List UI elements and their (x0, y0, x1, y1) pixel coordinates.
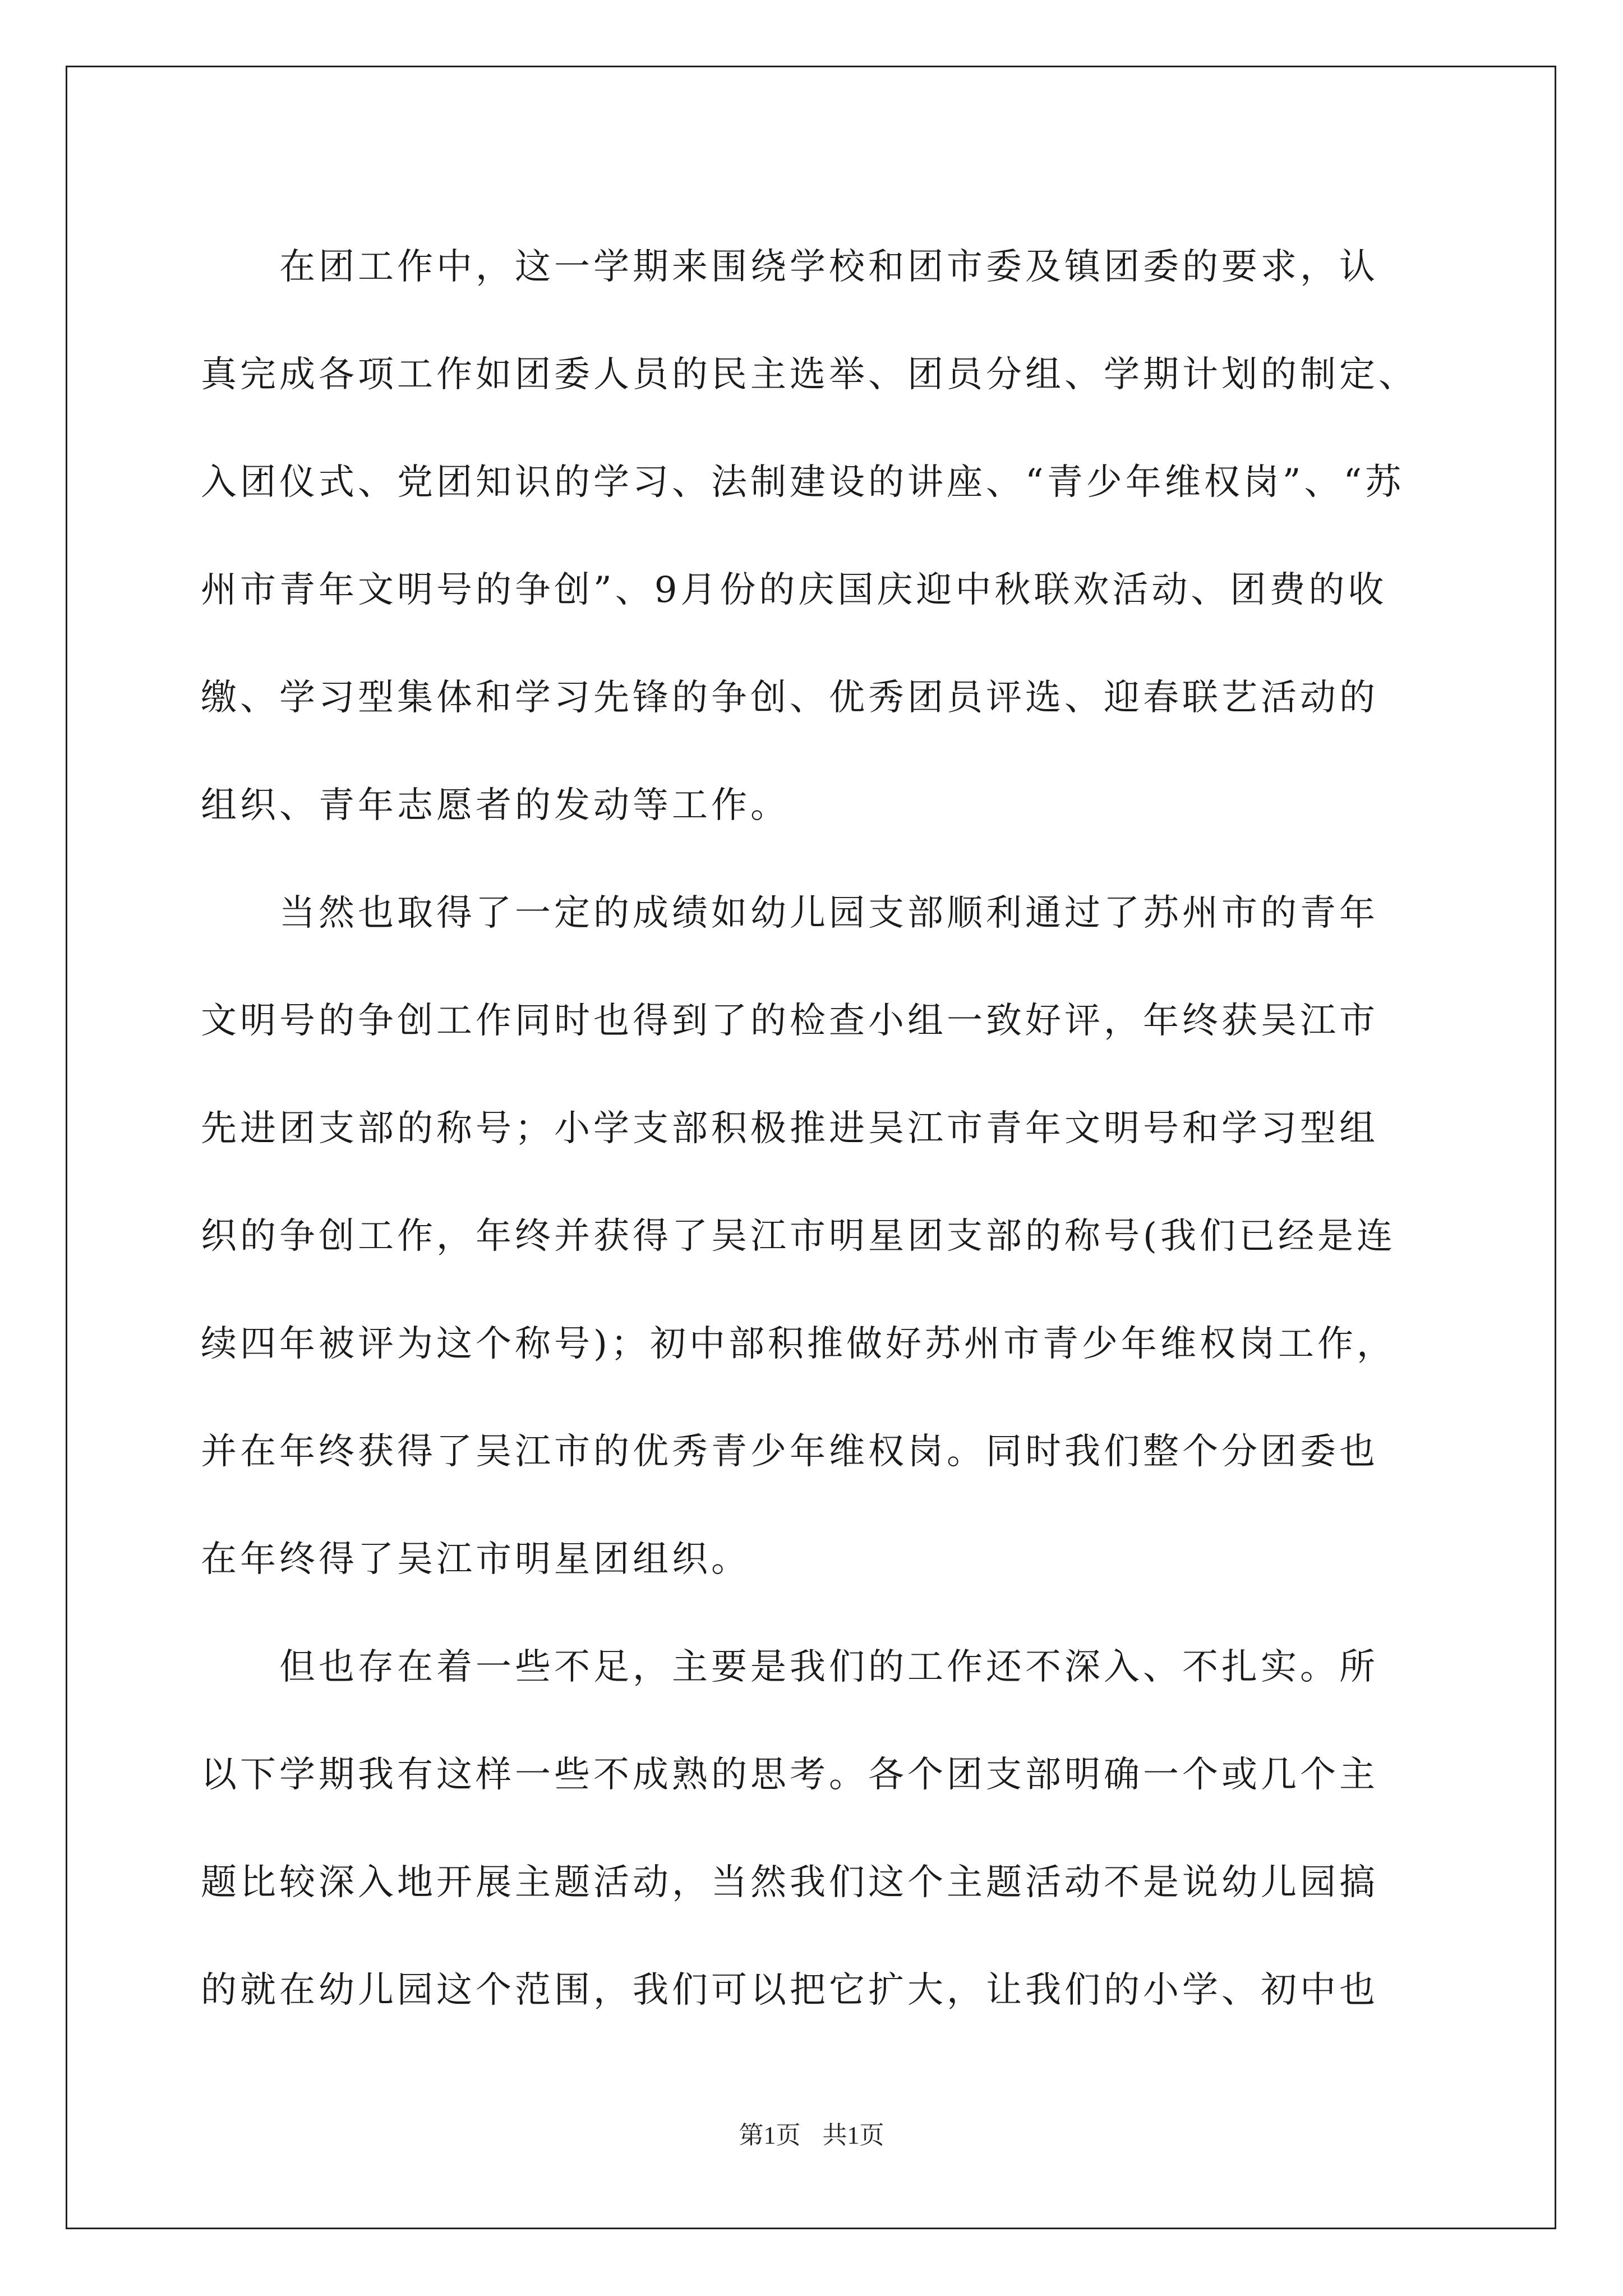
document-body (201, 213, 1422, 2044)
text-line: 先进团支部的称号；小学支部积极推进吴江市青年文明号和学习型组 (201, 1108, 1378, 1149)
text-line: 的就在幼儿园这个范围，我们可以把它扩大，让我们的小学、初中也 (201, 1970, 1378, 2011)
text-line: 文明号的争创工作同时也得到了的检查小组一致好评，年终获吴江市 (201, 1000, 1378, 1042)
text-line: 州市青年文明号的争创”、9月份的庆国庆迎中秋联欢活动、团费的收 (201, 569, 1387, 611)
text-line: 以下学期我有这样一些不成熟的思考。各个团支部明确一个或几个主 (201, 1754, 1378, 1796)
text-line: 并在年终获得了吴江市的优秀青少年维权岗。同时我们整个分团委也 (201, 1431, 1378, 1473)
paragraph-1 (201, 213, 1422, 859)
text-line: 在团工作中，这一学期来围绕学校和团市委及镇团委的要求，认 (279, 246, 1378, 288)
text-line: 缴、学习型集体和学习先锋的争创、优秀团员评选、迎春联艺活动的 (201, 677, 1378, 719)
page-number: 第1页 (739, 2122, 801, 2149)
page-footer (0, 2115, 1623, 2151)
text-line: 入团仪式、党团知识的学习、法制建设的讲座、“青少年维权岗”、“苏 (201, 462, 1405, 503)
paragraph-2 (201, 859, 1422, 1613)
text-line: 续四年被评为这个称号)；初中部积推做好苏州市青少年维权岗工作， (201, 1323, 1396, 1365)
text-line: 组织、青年志愿者的发动等工作。 (201, 785, 790, 826)
paragraph-3 (201, 1613, 1422, 2044)
text-line: 题比较深入地开展主题活动，当然我们这个主题活动不是说幼儿园搞 (201, 1862, 1378, 1903)
text-line: 织的争创工作，年终并获得了吴江市明星团支部的称号(我们已经是连 (201, 1216, 1396, 1257)
text-line: 当然也取得了一定的成绩如幼儿园支部顺利通过了苏州市的青年 (279, 892, 1378, 934)
text-line: 真完成各项工作如团委人员的民主选举、团员分组、学期计划的制定、 (201, 354, 1418, 395)
text-line: 在年终得了吴江市明星团组织。 (201, 1539, 750, 1580)
text-line: 但也存在着一些不足，主要是我们的工作还不深入、不扎实。所 (279, 1646, 1378, 1688)
page-total: 共1页 (822, 2122, 884, 2149)
